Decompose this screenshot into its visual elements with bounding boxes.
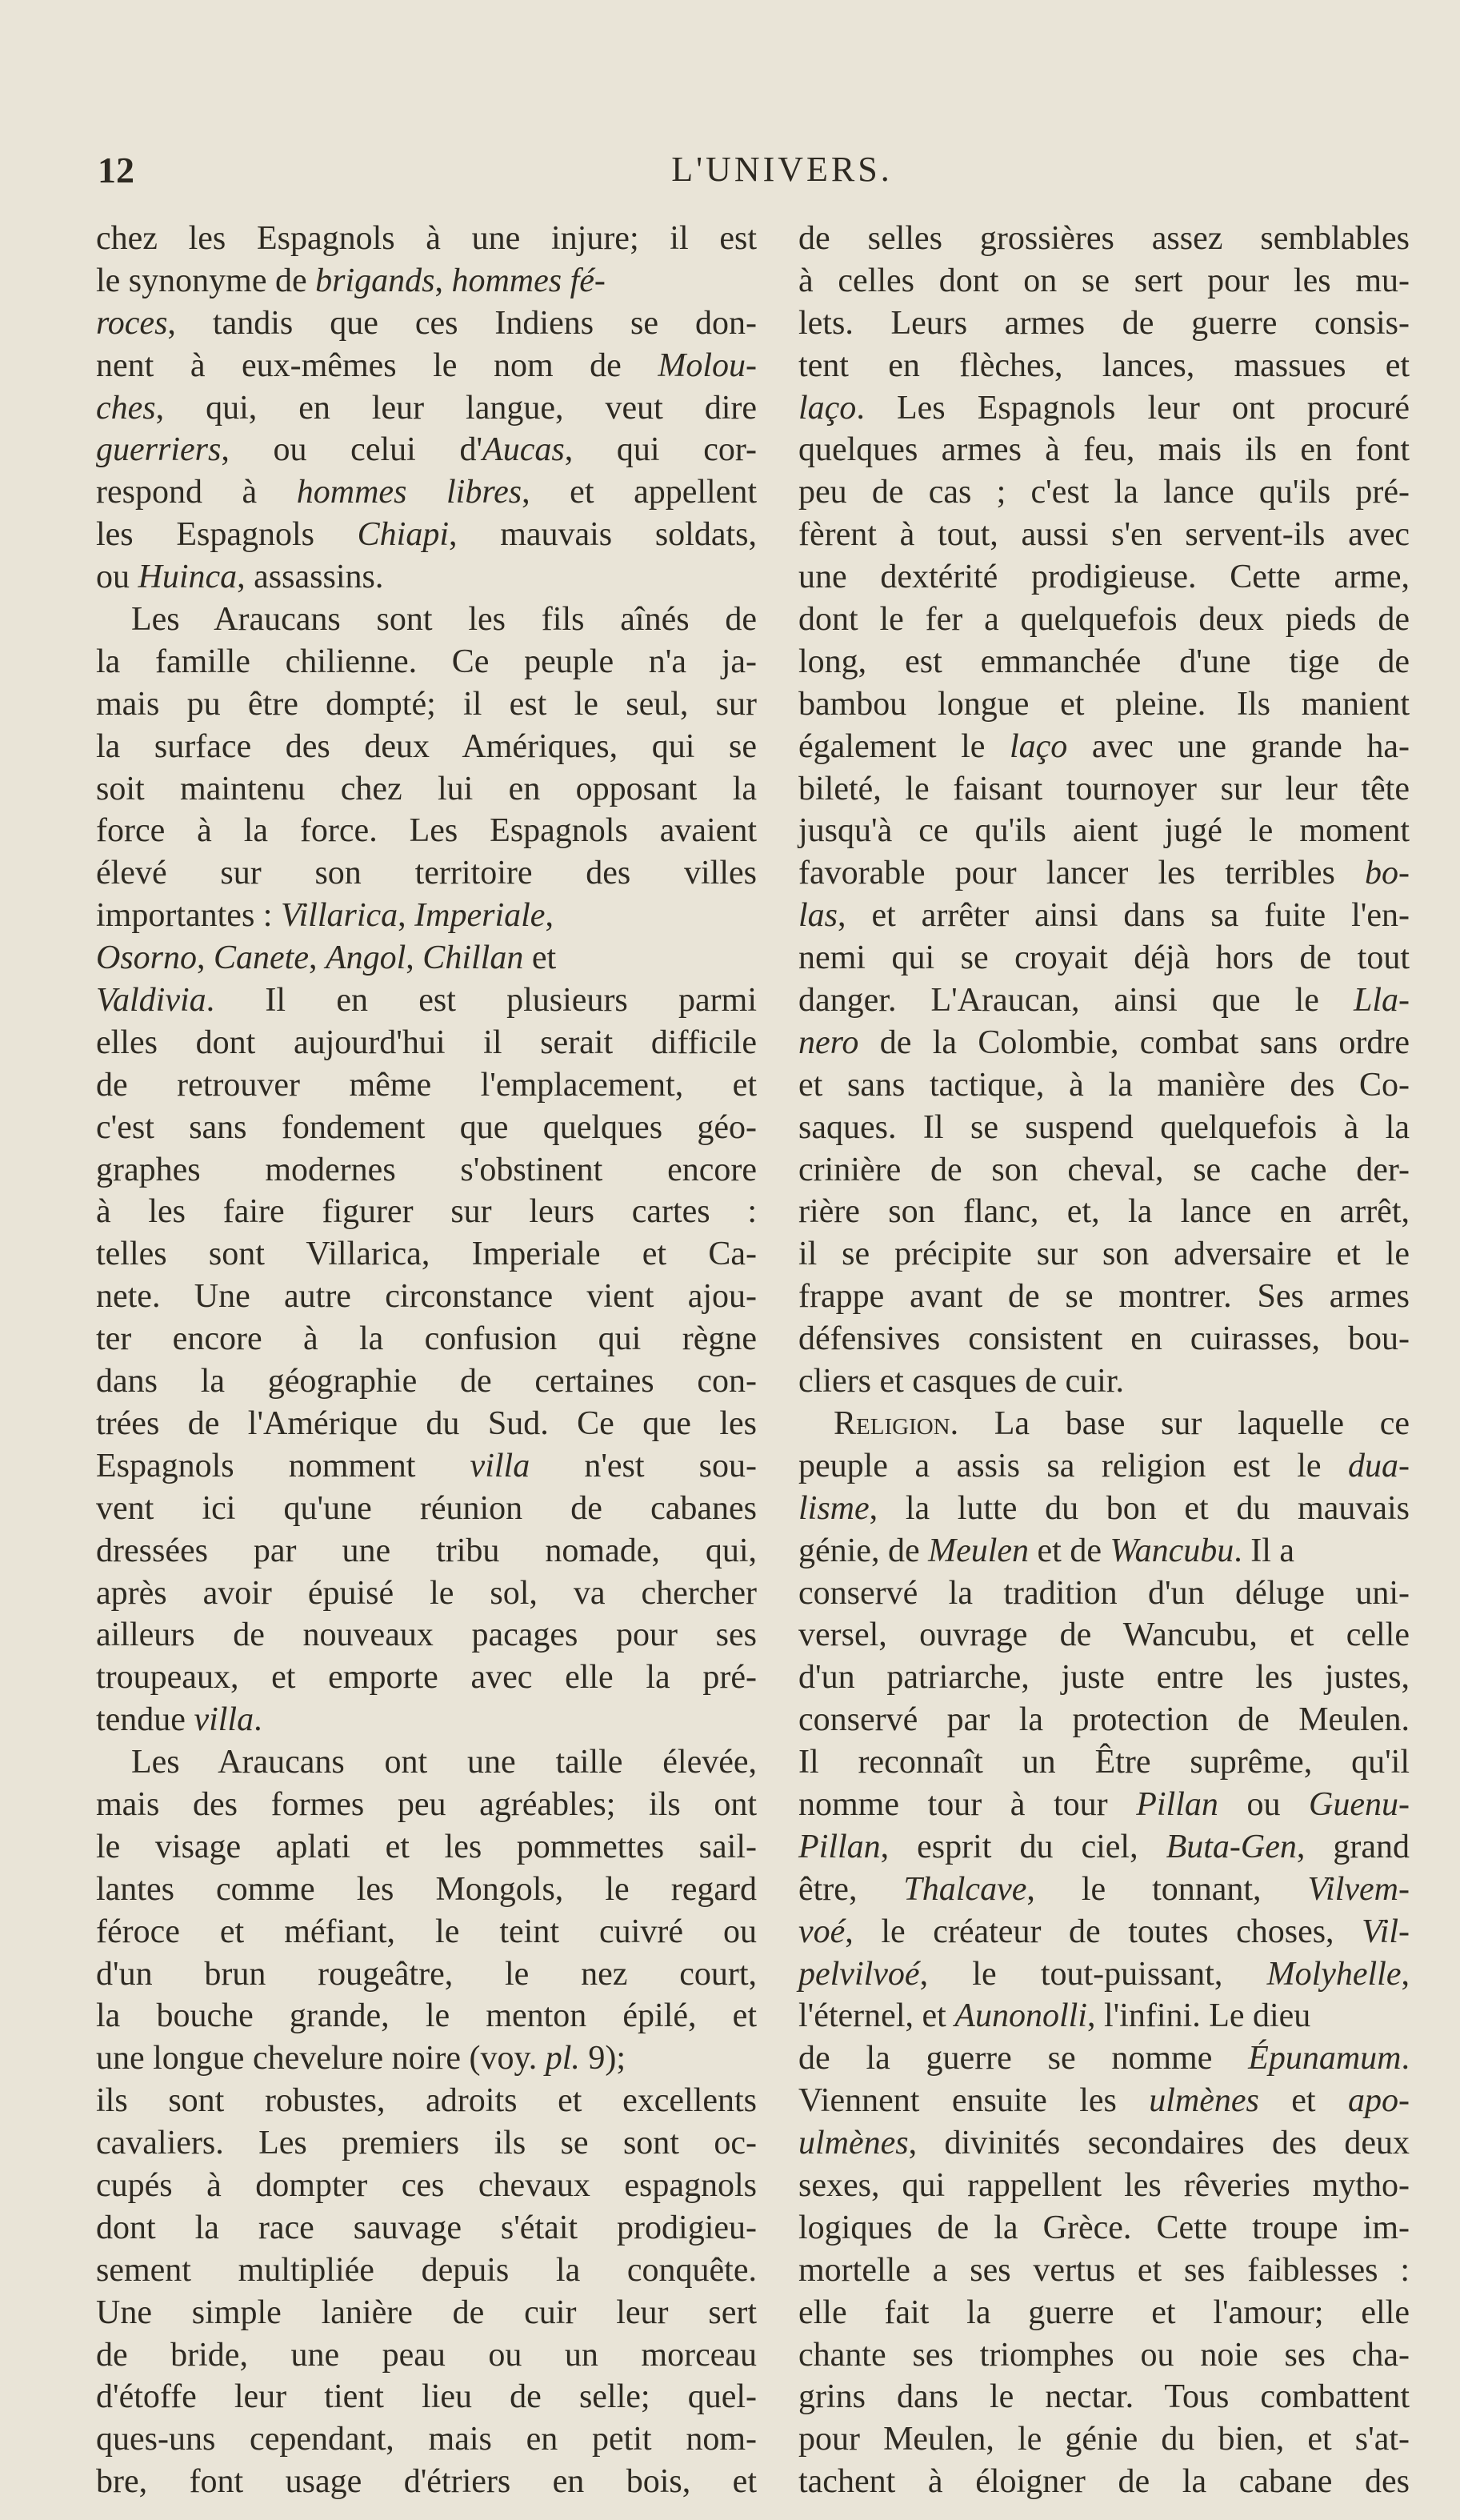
italic-term: Lla- [1353, 982, 1410, 1020]
text-run: trées de l'Amérique du Sud. Ce que les [96, 1404, 757, 1442]
text-run: , le tonnant, [1026, 1870, 1308, 1908]
italic-term: las [798, 897, 838, 935]
text-line [798, 514, 1410, 556]
text-run: , grand [1296, 1828, 1410, 1865]
text-line [96, 387, 757, 430]
text-run: et de [1029, 1532, 1110, 1569]
text-run: favorable pour lancer les terribles [798, 855, 1365, 892]
italic-term: apo- [1348, 2082, 1410, 2120]
text-line [96, 1318, 757, 1360]
text-line [96, 726, 757, 768]
text-line [96, 514, 757, 556]
italic-term: hommes fé- [451, 262, 606, 299]
text-line [798, 1572, 1410, 1615]
italic-term: Osorno [96, 939, 198, 977]
text-run: à celles dont on se sert pour les mu- [798, 262, 1410, 299]
text-line [798, 1064, 1410, 1107]
italic-term: brigands [315, 262, 435, 299]
text-line [798, 1191, 1410, 1233]
text-line [798, 810, 1410, 852]
italic-term: ches [96, 389, 156, 427]
text-line [96, 2037, 757, 2080]
text-line [96, 1233, 757, 1276]
text-run: , assassins. [237, 559, 384, 596]
text-run: tent en flèches, lances, massues et [798, 347, 1410, 384]
text-line [798, 2207, 1410, 2250]
text-run: et [523, 939, 557, 977]
text-line [798, 980, 1410, 1022]
text-line [96, 2122, 757, 2165]
text-line [798, 1022, 1410, 1064]
text-run: Il reconnaît un Être suprême, qu'il [798, 1744, 1410, 1781]
text-line [798, 641, 1410, 683]
text-line [96, 683, 757, 726]
text-run: dont la race sauvage s'était prodigieu- [96, 2209, 757, 2246]
text-line [96, 556, 757, 599]
italic-term: villa [470, 1447, 530, 1484]
text-run: saques. Il se suspend quelquefois à la [798, 1108, 1410, 1146]
text-run: Les Araucans sont les fils aînés de [131, 601, 757, 639]
text-run: élevé sur son territoire des villes [96, 855, 757, 892]
text-run: La base sur laquelle ce [958, 1404, 1410, 1442]
text-line [798, 2461, 1410, 2503]
text-line [798, 1403, 1410, 1445]
text-line [96, 1995, 757, 2037]
text-line [798, 1107, 1410, 1149]
text-run: à les faire figurer sur leurs cartes : [96, 1193, 757, 1231]
text-run: . [1401, 2040, 1410, 2077]
text-line [798, 2165, 1410, 2207]
text-line [96, 2165, 757, 2207]
text-line [96, 1149, 757, 1192]
text-run: jusqu'à ce qu'ils aient jugé le moment [798, 812, 1410, 850]
text-run: , tandis que ces Indiens se don- [167, 304, 757, 342]
text-line [798, 2037, 1410, 2080]
text-run: quelques armes à feu, mais ils en font [798, 431, 1410, 469]
text-run: dont le fer a quelquefois deux pieds de [798, 601, 1410, 639]
italic-term: Valdivia [96, 982, 206, 1020]
italic-term: Vil- [1362, 1913, 1410, 1950]
text-line [96, 429, 757, 471]
text-line [798, 2250, 1410, 2292]
text-run: versel, ouvrage de Wancubu, et celle [798, 1617, 1410, 1654]
text-run: ques-uns cependant, mais en petit nom- [96, 2421, 757, 2458]
italic-term: Aunonolli [954, 1997, 1087, 2035]
text-line [798, 2080, 1410, 2122]
paragraph [96, 599, 757, 1741]
text-line [798, 683, 1410, 726]
text-line [96, 2376, 757, 2418]
text-run: une longue chevelure noire (voy. [96, 2040, 546, 2077]
text-line [798, 1953, 1410, 1996]
text-run: peu de cas ; c'est la lance qu'ils pré- [798, 474, 1410, 511]
text-line [96, 218, 757, 260]
italic-term: roces [96, 304, 168, 342]
text-line [798, 218, 1410, 260]
text-run: . Il a [1234, 1532, 1295, 1569]
text-line [96, 1064, 757, 1107]
text-run: et [1258, 2082, 1348, 2120]
text-line [96, 1869, 757, 1911]
text-line [96, 2292, 757, 2334]
text-run: mais pu être dompté; il est le seul, sur [96, 685, 757, 723]
text-run: ailleurs de nouveaux pacages pour ses [96, 1617, 757, 1654]
text-line [798, 1741, 1410, 1784]
text-line [798, 2334, 1410, 2377]
text-run: cliers et casques de cuir. [798, 1363, 1124, 1400]
text-run: . Il en est plusieurs parmi [206, 982, 757, 1020]
text-run: conservé la tradition d'un déluge uni- [798, 1574, 1410, 1612]
text-run: peuple a assis sa religion est le [798, 1447, 1348, 1484]
text-run: , esprit du ciel, [880, 1828, 1166, 1865]
text-line [798, 1911, 1410, 1953]
text-line [96, 2418, 757, 2461]
italic-term: guerriers [96, 431, 222, 469]
text-run: ter encore à la confusion qui règne [96, 1320, 757, 1358]
text-run: crinière de son cheval, se cache der- [798, 1151, 1410, 1188]
italic-term: Canete [214, 939, 309, 977]
text-run: pour Meulen, le génie du bien, et s'at- [798, 2421, 1410, 2458]
italic-term: Molou- [658, 347, 757, 384]
text-run: tendue [96, 1701, 194, 1739]
text-run: avec une grande ha- [1067, 727, 1410, 765]
italic-term: pl. [545, 2040, 580, 2077]
text-line [96, 1614, 757, 1657]
italic-term: Molyhelle [1266, 1955, 1402, 1993]
text-line [96, 1911, 757, 1953]
text-run: elles dont aujourd'hui il serait difficile [96, 1024, 757, 1061]
text-line [96, 1276, 757, 1318]
text-line [798, 556, 1410, 599]
italic-term: Villarica [280, 897, 398, 935]
text-run: long, est emmanchée d'une tige de [798, 643, 1410, 680]
text-run: cupés à dompter ces chevaux espagnols [96, 2166, 757, 2204]
text-run: n'est sou- [530, 1447, 757, 1484]
text-run: Une simple lanière de cuir leur sert [96, 2294, 757, 2331]
paragraph [96, 218, 757, 599]
italic-term: Wancubu [1110, 1532, 1234, 1569]
text-run: la surface des deux Amériques, qui se [96, 727, 757, 765]
italic-term: voé [798, 1913, 846, 1950]
text-run: dans la géographie de certaines con- [96, 1363, 757, 1400]
text-line [96, 2080, 757, 2122]
text-run: de selles grossières assez semblables [798, 220, 1410, 257]
text-run: . Les Espagnols leur ont procuré [856, 389, 1410, 427]
text-run: sexes, qui rappellent les rêveries mytho- [798, 2166, 1410, 2204]
text-run: , [398, 897, 415, 935]
text-run: et sans tactique, à la manière des Co- [798, 1066, 1410, 1104]
text-line [798, 1530, 1410, 1572]
italic-term: Huinca [138, 559, 238, 596]
text-run: une dextérité prodigieuse. Cette arme, [798, 559, 1410, 596]
text-line [96, 471, 757, 514]
text-line [798, 429, 1410, 471]
text-line [96, 2461, 757, 2503]
text-run: chante ses triomphes ou noie ses cha- [798, 2336, 1410, 2374]
text-run: bileté, le faisant tournoyer sur leur tête [798, 770, 1410, 807]
italic-term: villa [194, 1701, 254, 1739]
text-run: . [254, 1701, 262, 1739]
text-run: c'est sans fondement que quelques géo- [96, 1108, 757, 1146]
text-line [96, 1657, 757, 1699]
text-line [798, 599, 1410, 641]
text-line [798, 1445, 1410, 1488]
text-line [96, 2334, 757, 2377]
italic-term: Pillan [798, 1828, 881, 1865]
italic-term: Chiapi [357, 516, 450, 554]
text-run: , et arrêter ainsi dans sa fuite l'en- [838, 897, 1410, 935]
text-line [798, 2376, 1410, 2418]
paragraph [96, 1741, 757, 2503]
text-line [798, 387, 1410, 430]
text-run: nomme tour à tour [798, 1785, 1137, 1823]
text-run: rière son flanc, et, la lance en arrêt, [798, 1193, 1410, 1231]
text-run: , mauvais soldats, [449, 516, 757, 554]
text-run: l'éternel, et [798, 1997, 955, 2035]
text-run: dressées par une tribu nomade, qui, [96, 1532, 757, 1569]
text-line [798, 260, 1410, 302]
text-line [798, 345, 1410, 387]
text-run: mortelle a ses vertus et ses faiblesses : [798, 2251, 1410, 2289]
text-line [798, 1488, 1410, 1530]
running-title: L'UNIVERS. [671, 150, 893, 189]
text-line [798, 1699, 1410, 1741]
text-line [96, 810, 757, 852]
text-run: , [308, 939, 326, 977]
italic-term: Chillan [422, 939, 524, 977]
text-run: , ou celui d' [221, 431, 483, 469]
text-run: tachent à éloigner de la cabane des [798, 2463, 1410, 2501]
text-run: logiques de la Grèce. Cette troupe im- [798, 2209, 1410, 2246]
italic-term: bo- [1365, 855, 1410, 892]
text-line [96, 1826, 757, 1869]
italic-term: ulmènes [798, 2125, 909, 2162]
text-line [798, 302, 1410, 345]
text-run: , divinités secondaires des deux [908, 2125, 1410, 2162]
text-line [798, 1233, 1410, 1276]
italic-term: Angol [325, 939, 406, 977]
text-run: Les Araucans ont une taille élevée, [131, 1744, 757, 1781]
italic-term: nero [798, 1024, 859, 1061]
paragraph [798, 218, 1410, 1403]
text-run: 9); [579, 2040, 626, 2077]
text-run: nete. Une autre circonstance vient ajou- [96, 1278, 757, 1316]
text-run: d'un brun rougeâtre, le nez court, [96, 1955, 757, 1993]
text-line [798, 1614, 1410, 1657]
text-line [798, 2292, 1410, 2334]
text-line [96, 1445, 757, 1488]
text-run: le synonyme de [96, 262, 316, 299]
text-run: fèrent à tout, aussi s'en servent-ils avec [798, 516, 1410, 554]
text-run: les Espagnols [96, 516, 358, 554]
text-run: , qui cor- [564, 431, 757, 469]
text-line [798, 1276, 1410, 1318]
text-line [798, 1784, 1410, 1826]
text-line [96, 980, 757, 1022]
text-line [96, 1107, 757, 1149]
text-run: troupeaux, et emporte avec elle la pré- [96, 1659, 757, 1697]
italic-term: dua- [1348, 1447, 1410, 1484]
text-line [96, 1488, 757, 1530]
text-run: soit maintenu chez lui en opposant la [96, 770, 757, 807]
text-run: de retrouver même l'emplacement, et [96, 1066, 757, 1104]
text-line [96, 1741, 757, 1784]
italic-term: Buta-Gen [1166, 1828, 1297, 1865]
text-run: , et appellent [522, 474, 757, 511]
text-line [96, 1530, 757, 1572]
text-line [798, 852, 1410, 895]
text-line [96, 345, 757, 387]
text-line [96, 641, 757, 683]
italic-term: Vilvem- [1307, 1870, 1410, 1908]
text-run: ils sont robustes, adroits et excellents [96, 2082, 757, 2120]
text-run: Espagnols nomment [96, 1447, 470, 1484]
italic-term: lisme [798, 1489, 870, 1527]
text-line [96, 2250, 757, 2292]
text-line [96, 1403, 757, 1445]
text-line [798, 895, 1410, 937]
text-run: bre, font usage d'étriers en bois, et [96, 2463, 757, 2501]
text-line [798, 937, 1410, 980]
italic-term: pelvilvoé [798, 1955, 920, 1993]
text-run: , [197, 939, 214, 977]
text-line [798, 1318, 1410, 1360]
text-run: génie, de [798, 1532, 929, 1569]
italic-term: ulmènes [1149, 2082, 1259, 2120]
text-run: ou [1218, 1785, 1310, 1823]
text-run: lets. Leurs armes de guerre consis- [798, 304, 1410, 342]
italic-term: Imperiale [414, 897, 546, 935]
italic-term: Meulen [928, 1532, 1030, 1569]
text-line [96, 1784, 757, 1826]
section-heading: Religion. [834, 1404, 959, 1442]
text-run: Viennent ensuite les [798, 2082, 1150, 2120]
text-run: , le créateur de toutes choses, [845, 1913, 1362, 1950]
text-run: être, [798, 1870, 904, 1908]
text-run: grins dans le nectar. Tous combattent [798, 2378, 1410, 2416]
text-run: vent ici qu'une réunion de cabanes [96, 1489, 757, 1527]
text-line [96, 599, 757, 641]
text-run: également le [798, 727, 1010, 765]
text-run: ou [96, 559, 138, 596]
text-run: , [1401, 1955, 1410, 1993]
italic-term: Pillan [1136, 1785, 1218, 1823]
text-run: respond à [96, 474, 297, 511]
text-run: cavaliers. Les premiers ils se sont oc- [96, 2125, 757, 2162]
page-number: 12 [98, 150, 134, 190]
text-run: il se précipite sur son adversaire et le [798, 1236, 1410, 1273]
text-run: elle fait la guerre et l'amour; elle [798, 2294, 1410, 2331]
text-line [96, 895, 757, 937]
text-run: mais des formes peu agréables; ils ont [96, 1785, 757, 1823]
text-run: d'étoffe leur tient lieu de selle; quel- [96, 2378, 757, 2416]
text-line [96, 260, 757, 302]
text-run: bambou longue et pleine. Ils manient [798, 685, 1410, 723]
italic-term: Thalcave [903, 1870, 1027, 1908]
text-run: , le tout-puissant, [919, 1955, 1267, 1993]
text-line [96, 1191, 757, 1233]
text-run: , l'infini. Le dieu [1086, 1997, 1311, 2035]
text-run: , [434, 262, 452, 299]
text-line [96, 937, 757, 980]
text-run: lantes comme les Mongols, le regard [96, 1870, 757, 1908]
text-line [96, 1699, 757, 1741]
text-run: graphes modernes s'obstinent encore [96, 1151, 757, 1188]
text-run: le visage aplati et les pommettes sail- [96, 1828, 757, 1865]
text-run: , [545, 897, 554, 935]
text-run: , la lutte du bon et du mauvais [869, 1489, 1410, 1527]
text-column-left [96, 218, 757, 2503]
text-line [96, 1022, 757, 1064]
italic-term: Aucas [482, 431, 565, 469]
italic-term: laço [1010, 727, 1068, 765]
text-run: importantes : [96, 897, 281, 935]
text-line [798, 1826, 1410, 1869]
text-run: conservé par la protection de Meulen. [798, 1701, 1410, 1739]
italic-term: laço [798, 389, 857, 427]
text-line [798, 1360, 1410, 1403]
text-line [96, 302, 757, 345]
text-run: de bride, une peau ou un morceau [96, 2336, 757, 2374]
italic-term: Épunamum [1248, 2040, 1402, 2077]
text-line [798, 1149, 1410, 1192]
text-line [96, 2207, 757, 2250]
text-line [798, 2122, 1410, 2165]
text-run: telles sont Villarica, Imperiale et Ca- [96, 1236, 757, 1273]
text-run: la bouche grande, le menton épilé, et [96, 1997, 757, 2035]
text-run: frappe avant de se montrer. Ses armes [798, 1278, 1410, 1316]
text-run: nent à eux-mêmes le nom de [96, 347, 658, 384]
text-line [96, 1360, 757, 1403]
text-run: danger. L'Araucan, ainsi que le [798, 982, 1354, 1020]
text-run: après avoir épuisé le sol, va chercher [96, 1574, 757, 1612]
text-line [798, 471, 1410, 514]
text-run: , qui, en leur langue, veut dire [155, 389, 757, 427]
italic-term: Guenu- [1309, 1785, 1410, 1823]
text-run: de la Colombie, combat sans ordre [858, 1024, 1410, 1061]
text-line [96, 1953, 757, 1996]
text-line [96, 1572, 757, 1615]
text-line [798, 1657, 1410, 1699]
text-line [798, 1995, 1410, 2037]
text-run: la famille chilienne. Ce peuple n'a ja- [96, 643, 757, 680]
text-line [798, 726, 1410, 768]
text-line [798, 768, 1410, 811]
text-run: féroce et méfiant, le teint cuivré ou [96, 1913, 757, 1950]
text-line [798, 2418, 1410, 2461]
paragraph [798, 1403, 1410, 2503]
text-column-right [798, 218, 1410, 2503]
text-run: , [406, 939, 423, 977]
italic-term: hommes libres [296, 474, 522, 511]
text-run: défensives consistent en cuirasses, bou- [798, 1320, 1410, 1358]
text-run: de la guerre se nomme [798, 2040, 1249, 2077]
text-run: sement multipliée depuis la conquête. [96, 2251, 757, 2289]
text-line [798, 1869, 1410, 1911]
text-run: d'un patriarche, juste entre les justes, [798, 1659, 1410, 1697]
text-run: nemi qui se croyait déjà hors de tout [798, 939, 1410, 977]
text-line [96, 852, 757, 895]
text-run: chez les Espagnols à une injure; il est [96, 220, 757, 257]
text-line [96, 768, 757, 811]
text-run: force à la force. Les Espagnols avaient [96, 812, 757, 850]
